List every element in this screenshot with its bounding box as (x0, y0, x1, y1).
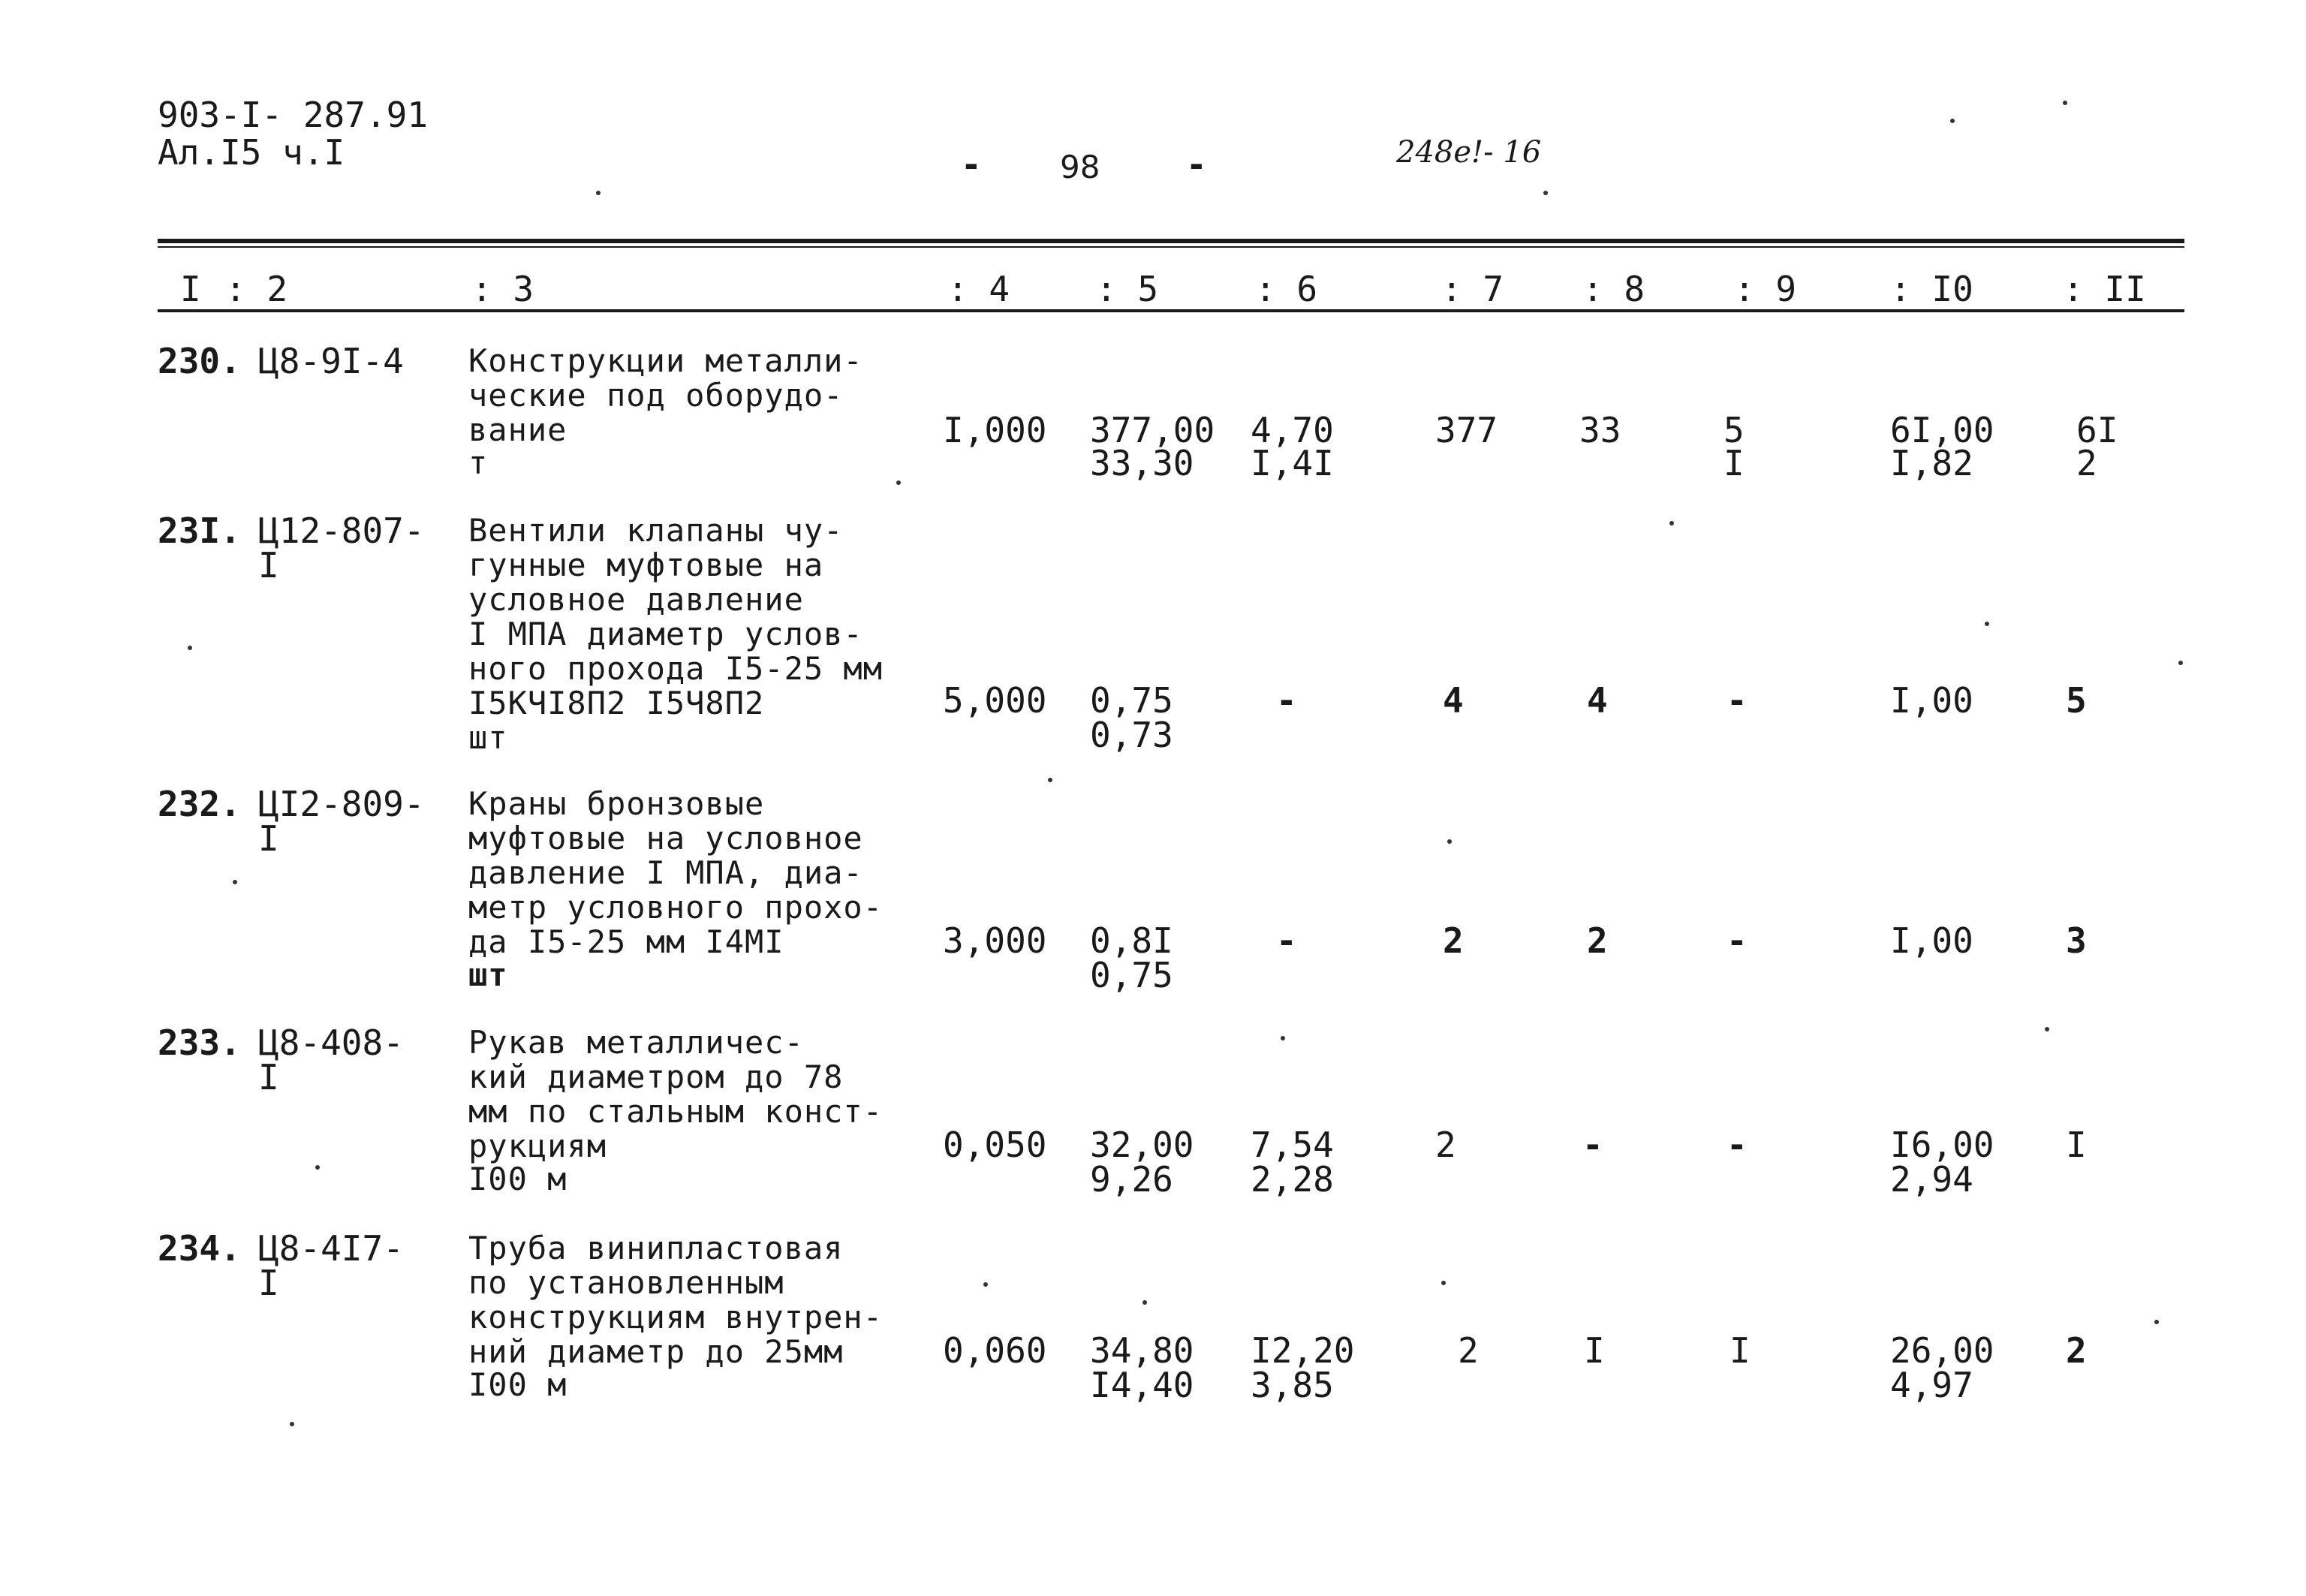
scan-speck (1281, 1036, 1285, 1040)
row-col6-top: - (1276, 920, 1297, 961)
column-header-4: : 4 (947, 269, 1010, 309)
row-col6-top: 7,54 (1251, 1125, 1334, 1165)
row-desc-line: ний диаметр до 25мм (468, 1333, 844, 1370)
row-col5-top: 32,00 (1090, 1125, 1194, 1165)
column-header-3: : 3 (471, 269, 534, 309)
row-unit: шт (468, 956, 508, 993)
row-col5-bottom: 33,30 (1090, 443, 1194, 483)
scan-speck (188, 646, 192, 650)
row-col6-bottom: 2,28 (1251, 1159, 1334, 1200)
row-number: 232. (158, 784, 241, 824)
scan-speck (2178, 661, 2183, 665)
row-code: Ц8-4I7- (258, 1228, 404, 1269)
column-header-rule (158, 309, 2184, 312)
row-col5-bottom: 9,26 (1090, 1159, 1173, 1200)
row-col10-bottom: 4,97 (1890, 1365, 1973, 1405)
column-header-6: : 6 (1255, 269, 1318, 309)
scan-speck (1950, 119, 1955, 123)
scan-speck (983, 1282, 988, 1287)
row-code: Ц8-408- (258, 1022, 404, 1063)
column-header-9: : 9 (1734, 269, 1797, 309)
row-col10-bottom: 2,94 (1890, 1159, 1973, 1200)
row-col9-top: 5 (1723, 410, 1745, 450)
scan-speck (1985, 622, 1989, 626)
row-code-cont: I (258, 1057, 279, 1098)
row-col7: 2 (1443, 920, 1464, 961)
row-number: 230. (158, 341, 241, 381)
column-header-2: : 2 (225, 269, 288, 309)
top-thin-rule (158, 246, 2184, 248)
row-col11-top: 6I (2076, 410, 2118, 450)
row-quantity: 5,000 (943, 680, 1047, 721)
row-col8: 2 (1587, 920, 1608, 961)
row-col5-bottom: 0,73 (1090, 715, 1173, 755)
row-desc-line: Краны бронзовые (468, 785, 765, 822)
scan-speck (2063, 101, 2067, 105)
row-col6-bottom: I,4I (1251, 443, 1334, 483)
row-col6-top: - (1276, 680, 1297, 721)
row-col5-top: 377,00 (1090, 410, 1215, 450)
row-col9-bottom: I (1723, 443, 1745, 483)
row-quantity: 0,060 (943, 1330, 1047, 1371)
column-header-1: I (180, 269, 201, 309)
column-header-8: : 8 (1582, 269, 1645, 309)
page-dash-right: - (1186, 144, 1207, 185)
row-col8: - (1582, 1125, 1603, 1165)
row-desc-line: I5КЧI8П2 I5Ч8П2 (468, 685, 765, 721)
row-desc-line: условное давление (468, 581, 804, 618)
row-number: 234. (158, 1228, 241, 1269)
row-number: 23I. (158, 510, 241, 551)
row-col8: 4 (1587, 680, 1608, 721)
row-col9-top: - (1726, 1125, 1748, 1165)
row-desc-line: ческие под оборудо- (468, 377, 844, 414)
row-col6-top: 4,70 (1251, 410, 1334, 450)
row-desc-line: гунные муфтовые на (468, 547, 824, 583)
row-col9-top: - (1726, 680, 1748, 721)
row-desc-line: вание (468, 411, 567, 448)
scan-speck (2154, 1320, 2159, 1324)
row-col7: 377 (1435, 410, 1498, 450)
row-col11-top: 2 (2066, 1330, 2087, 1371)
row-col10-top: I6,00 (1890, 1125, 1994, 1165)
row-code: ЦI2-809- (258, 784, 425, 824)
row-desc-line: по установленным (468, 1264, 784, 1301)
row-desc-line: давление I МПА, диа- (468, 854, 863, 891)
row-quantity: 3,000 (943, 920, 1047, 961)
row-unit: I00 м (468, 1161, 567, 1197)
row-col7: 4 (1443, 680, 1464, 721)
row-col11-top: 5 (2066, 680, 2087, 721)
row-col5-bottom: 0,75 (1090, 955, 1173, 995)
column-header-5: : 5 (1096, 269, 1159, 309)
page-number: 98 (1060, 149, 1100, 185)
row-col7: 2 (1458, 1330, 1479, 1371)
row-desc-line: муфтовые на условное (468, 820, 863, 857)
row-col5-top: 0,75 (1090, 680, 1173, 721)
row-col6-top: I2,20 (1251, 1330, 1355, 1371)
row-code-cont: I (258, 1263, 279, 1303)
row-col5-top: 0,8I (1090, 920, 1173, 961)
row-code: Ц8-9I-4 (258, 341, 404, 381)
row-desc-line: Конструкции металли- (468, 342, 863, 379)
row-quantity: 0,050 (943, 1125, 1047, 1165)
scan-speck (1669, 521, 1674, 525)
scan-speck (315, 1165, 320, 1170)
scan-speck (1142, 1300, 1147, 1305)
row-col8: I (1584, 1330, 1605, 1371)
row-desc-line: Рукав металличес- (468, 1024, 804, 1061)
row-col7: 2 (1435, 1125, 1456, 1165)
row-col11-bottom: 2 (2076, 443, 2097, 483)
scan-speck (1447, 839, 1452, 844)
row-col11-top: I (2066, 1125, 2087, 1165)
row-desc-line: рукциям (468, 1128, 607, 1164)
row-col8: 33 (1579, 410, 1621, 450)
row-col10-top: I,00 (1890, 680, 1973, 721)
row-unit: т (468, 444, 489, 481)
row-desc-line: конструкциям внутрен- (468, 1299, 884, 1336)
row-desc-line: да I5-25 мм I4MI (468, 923, 784, 960)
handwritten-reference: 248е!- 16 (1396, 135, 1542, 170)
row-col9-top: - (1726, 920, 1748, 961)
column-header-7: : 7 (1441, 269, 1504, 309)
scan-speck (1543, 191, 1548, 195)
row-desc-line: Труба винипластовая (468, 1230, 844, 1266)
row-col10-top: 26,00 (1890, 1330, 1994, 1371)
row-unit: I00 м (468, 1366, 567, 1403)
row-desc-line: мм по стальным конст- (468, 1093, 884, 1130)
row-col10-top: 6I,00 (1890, 410, 1994, 450)
scan-speck (596, 191, 601, 195)
top-double-rule (158, 239, 2184, 243)
row-desc-line: Вентили клапаны чу- (468, 512, 844, 549)
row-desc-line: кий диаметром до 78 (468, 1058, 844, 1095)
row-code: Ц12-807- (258, 510, 425, 551)
row-col5-top: 34,80 (1090, 1330, 1194, 1371)
scan-speck (233, 880, 237, 884)
scan-speck (896, 480, 901, 485)
row-code-cont: I (258, 818, 279, 859)
row-col5-bottom: I4,40 (1090, 1365, 1194, 1405)
scan-speck (290, 1422, 294, 1426)
row-col6-bottom: 3,85 (1251, 1365, 1334, 1405)
scan-speck (2045, 1027, 2049, 1031)
row-code-cont: I (258, 545, 279, 586)
row-desc-line: ного прохода I5-25 мм (468, 650, 884, 687)
row-col10-bottom: I,82 (1890, 443, 1973, 483)
sheet-label: Ал.I5 ч.I (158, 132, 345, 173)
row-col9-top: I (1730, 1330, 1751, 1371)
row-number: 233. (158, 1022, 241, 1063)
document-code: 903-I- 287.91 (158, 95, 429, 135)
column-header-10: : I0 (1890, 269, 1973, 309)
row-quantity: I,000 (943, 410, 1047, 450)
row-col11-top: 3 (2066, 920, 2087, 961)
row-unit: шт (468, 719, 508, 756)
row-col10-top: I,00 (1890, 920, 1973, 961)
row-desc-line: метр условного прохо- (468, 889, 884, 926)
scan-speck (1048, 778, 1052, 782)
page-dash-left: - (961, 144, 982, 185)
column-header-11: : II (2063, 269, 2146, 309)
row-desc-line: I МПА диаметр услов- (468, 616, 863, 652)
scan-speck (1441, 1281, 1446, 1285)
